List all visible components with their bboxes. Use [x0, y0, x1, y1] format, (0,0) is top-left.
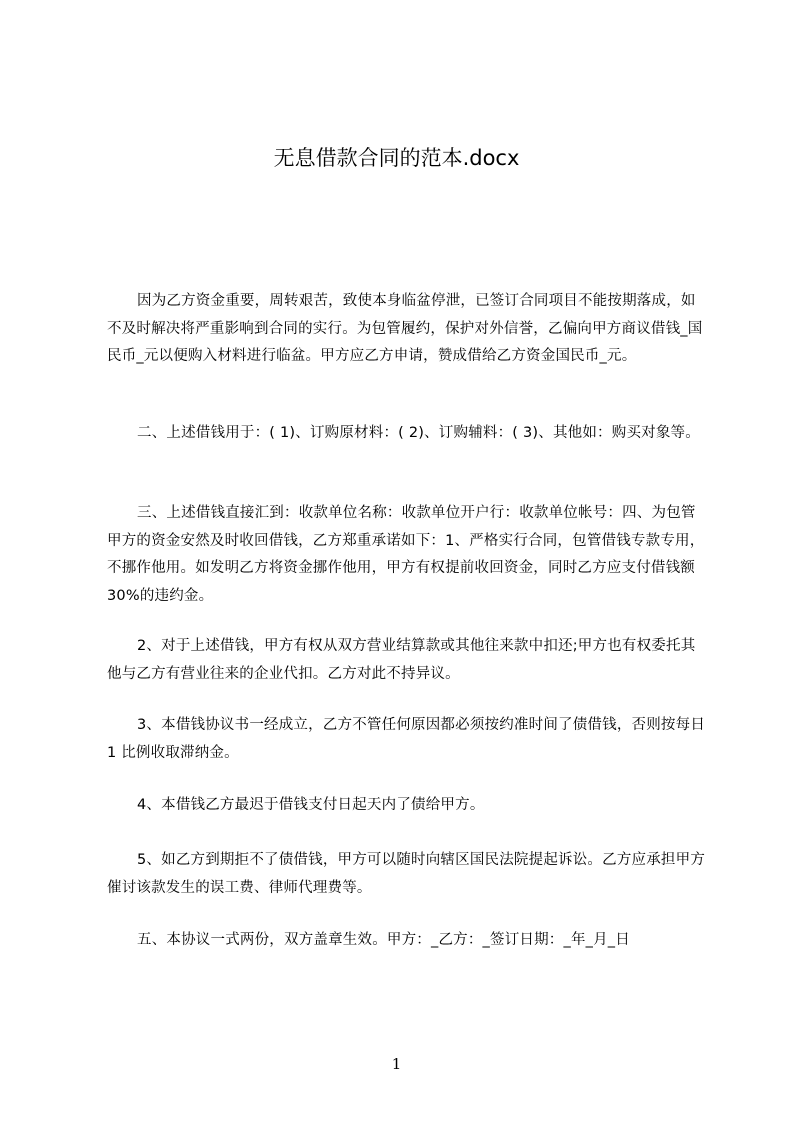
paragraph-loan-purpose: 二、上述借钱用于：( 1)、订购原材料：( 2)、订购辅料：( 3)、其他如：购买对象等。	[137, 425, 700, 441]
paragraph-litigation: 5、如乙方到期拒不了债借钱，甲方可以随时向辖区国民法院提起诉讼。乙方应承担甲方催讨该款发生的误工费、律师代理费等。	[107, 852, 706, 896]
paragraph-repayment-deadline: 4、本借钱乙方最迟于借钱支付日起天内了债给甲方。	[137, 797, 485, 813]
paragraph-repayment-penalty: 3、本借钱协议书一经成立，乙方不管任何原因都必须按约准时间了债借钱，否则按每日 1 比例收取滞纳金。	[107, 717, 706, 761]
paragraph-loan-reason: 因为乙方资金重要，周转艰苦，致使本身临盆停泄，已签订合同项目不能按期落成，如不及时解决将严重影响到合同的实行。为包管履约，保护对外信誉，乙偏向甲方商议借钱_国民币_元以便购入材料进行临盆。甲方应乙方申请，赞成借给乙方资金国民币_元。	[107, 293, 703, 364]
paragraph-signatures: 五、本协议一式两份，双方盖章生效。甲方：_乙方：_签订日期：_年_月_日	[137, 932, 630, 948]
page-number: 1	[391, 1055, 402, 1073]
paragraph-remittance-commitments: 三、上述借钱直接汇到：收款单位名称：收款单位开户行：收款单位帐号：四、为包管甲方的资金安然及时收回借钱，乙方郑重承诺如下：1、严格实行合同，包管借钱专款专用，不挪作他用。如发明乙方将资金挪作他用，甲方有权提前收回资金，同时乙方应支付借钱额 30%的违约金。	[107, 505, 705, 604]
paragraph-deduction-rights: 2、对于上述借钱，甲方有权从双方营业结算款或其他往来款中扣还;甲方也有权委托其他与乙方有营业往来的企业代扣。乙方对此不持异议。	[107, 638, 696, 682]
document-title: 无息借款合同的范本.docx	[273, 146, 520, 170]
